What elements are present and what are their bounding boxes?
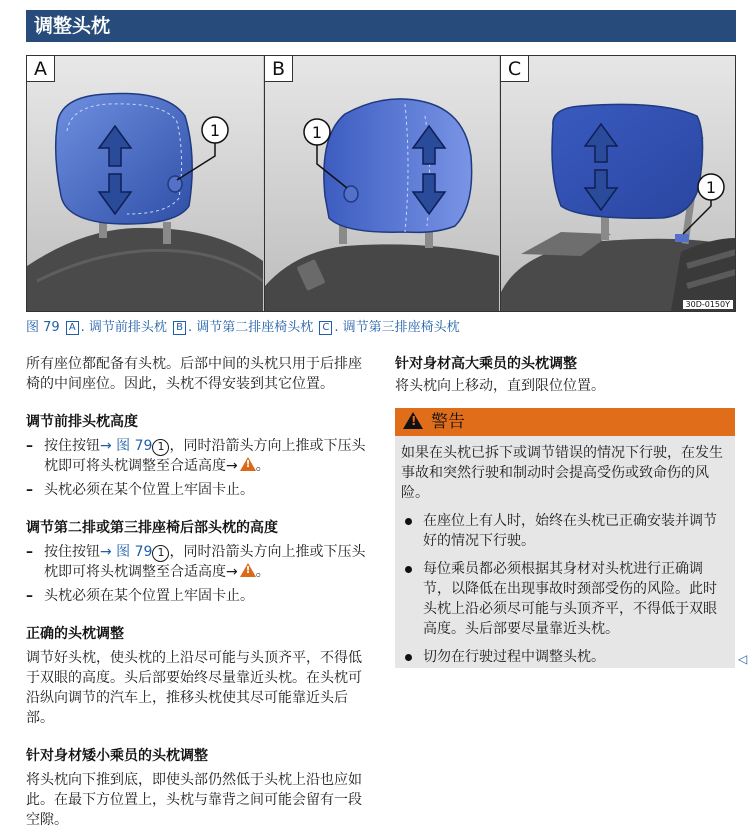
correct-adjustment-text: 调节好头枕，使头枕的上沿尽可能与头顶齐平，不得低于双眼的高度。头后部要始终尽量靠近头枕。在头枕可沿纵向调节的汽车上，推移头枕使其尽可能靠近头后部。 [26, 650, 362, 726]
figure-panel-a [27, 56, 263, 311]
front-step-1: – 按住按钮→ 图 79 1 ，同时沿箭头方向上推或下压头枕即可将头枕调整至合适高度→! 。 [26, 436, 366, 476]
figure-number: 图 79 [26, 320, 60, 335]
tall-occupant-text: 将头枕向上移动，直到限位位置。 [395, 378, 605, 394]
callout-1-b: 1 [311, 123, 323, 142]
correct-adjustment-heading: 正确的头枕调整 [26, 626, 124, 642]
warning-bullet: 每位乘员都必须根据其身材对头枕进行正确调节，以降低在出现事故时颈部受伤的风险。此时头枕上沿必须尽可能与头顶齐平，不得低于双眼高度。头后部要尽量靠近头枕。 [401, 559, 729, 639]
panel-label-a: A [27, 56, 55, 82]
caption-text-c: . 调节第三排座椅头枕 [334, 320, 460, 335]
short-occupant-heading: 针对身材矮小乘员的头枕调整 [26, 748, 208, 764]
headrest-third-row-illustration [501, 56, 735, 311]
caption-text-a: . 调节前排头枕 [80, 320, 167, 335]
section-end-marker: ◁ [738, 652, 748, 666]
intro-paragraph: 所有座位都配备有头枕。后部中间的头枕只用于后排座椅的中间座位。因此，头枕不得安装到其它位置。 [26, 356, 362, 392]
headrest-second-row-illustration [265, 56, 499, 311]
short-occupant-text: 将头枕向下推到底，即使头部仍然低于头枕上沿也应如此。在最下方位置上，头枕与靠背之间可能会留有一段空隙。 [26, 772, 362, 828]
warning-box [395, 408, 735, 668]
warning-bullet: 在座位上有人时，始终在头枕已正确安装并调节好的情况下行驶。 [401, 511, 729, 551]
right-column [395, 354, 735, 396]
figure-panel-c [500, 56, 735, 311]
front-step-2: – 头枕必须在某个位置上牢固卡止。 [26, 482, 254, 498]
figure-reference-link[interactable]: → 图 79 [100, 544, 153, 560]
callout-circle: 1 [152, 545, 169, 562]
panel-label-b: B [265, 56, 293, 82]
rear-step-1: – 按住按钮→ 图 79 1 ，同时沿箭头方向上推或下压头枕即可将头枕调整至合适高度→! 。 [26, 542, 366, 582]
rear-step-2: – 头枕必须在某个位置上牢固卡止。 [26, 588, 254, 604]
section-title: 调整头枕 [26, 10, 736, 42]
caption-box-b: B [173, 321, 186, 335]
caption-text-b: . 调节第二排座椅头枕 [187, 320, 314, 335]
left-column [26, 354, 366, 830]
warning-intro: 如果在头枕已拆下或调节错误的情况下行驶，在发生事故和突然行驶和制动时会提高受伤或致命伤的风险。 [401, 445, 723, 501]
headrest-front-illustration [27, 56, 263, 311]
warning-triangle-icon[interactable] [240, 457, 256, 471]
figure-caption [26, 319, 736, 337]
rear-headrest-heading: 调节第二排或第三排座椅后部头枕的高度 [26, 520, 278, 536]
callout-circle: 1 [152, 439, 169, 456]
front-headrest-heading: 调节前排头枕高度 [26, 414, 138, 430]
panel-label-c: C [501, 56, 529, 82]
warning-header: !警告 [395, 408, 735, 436]
warning-icon [403, 412, 423, 429]
warning-triangle-icon[interactable] [240, 563, 256, 577]
figure-reference-link[interactable]: → 图 79 [100, 438, 153, 454]
figure-code: 30D-0150Y [683, 300, 733, 309]
warning-bullet: 切勿在行驶过程中调整头枕。 [401, 647, 729, 667]
figure-panel-b [264, 56, 499, 311]
tall-occupant-heading: 针对身材高大乘员的头枕调整 [395, 356, 577, 372]
callout-1-c: 1 [705, 178, 717, 197]
caption-box-c: C [319, 321, 332, 335]
caption-box-a: A [66, 321, 79, 335]
figure-79 [26, 55, 736, 312]
callout-1-a: 1 [209, 121, 221, 140]
